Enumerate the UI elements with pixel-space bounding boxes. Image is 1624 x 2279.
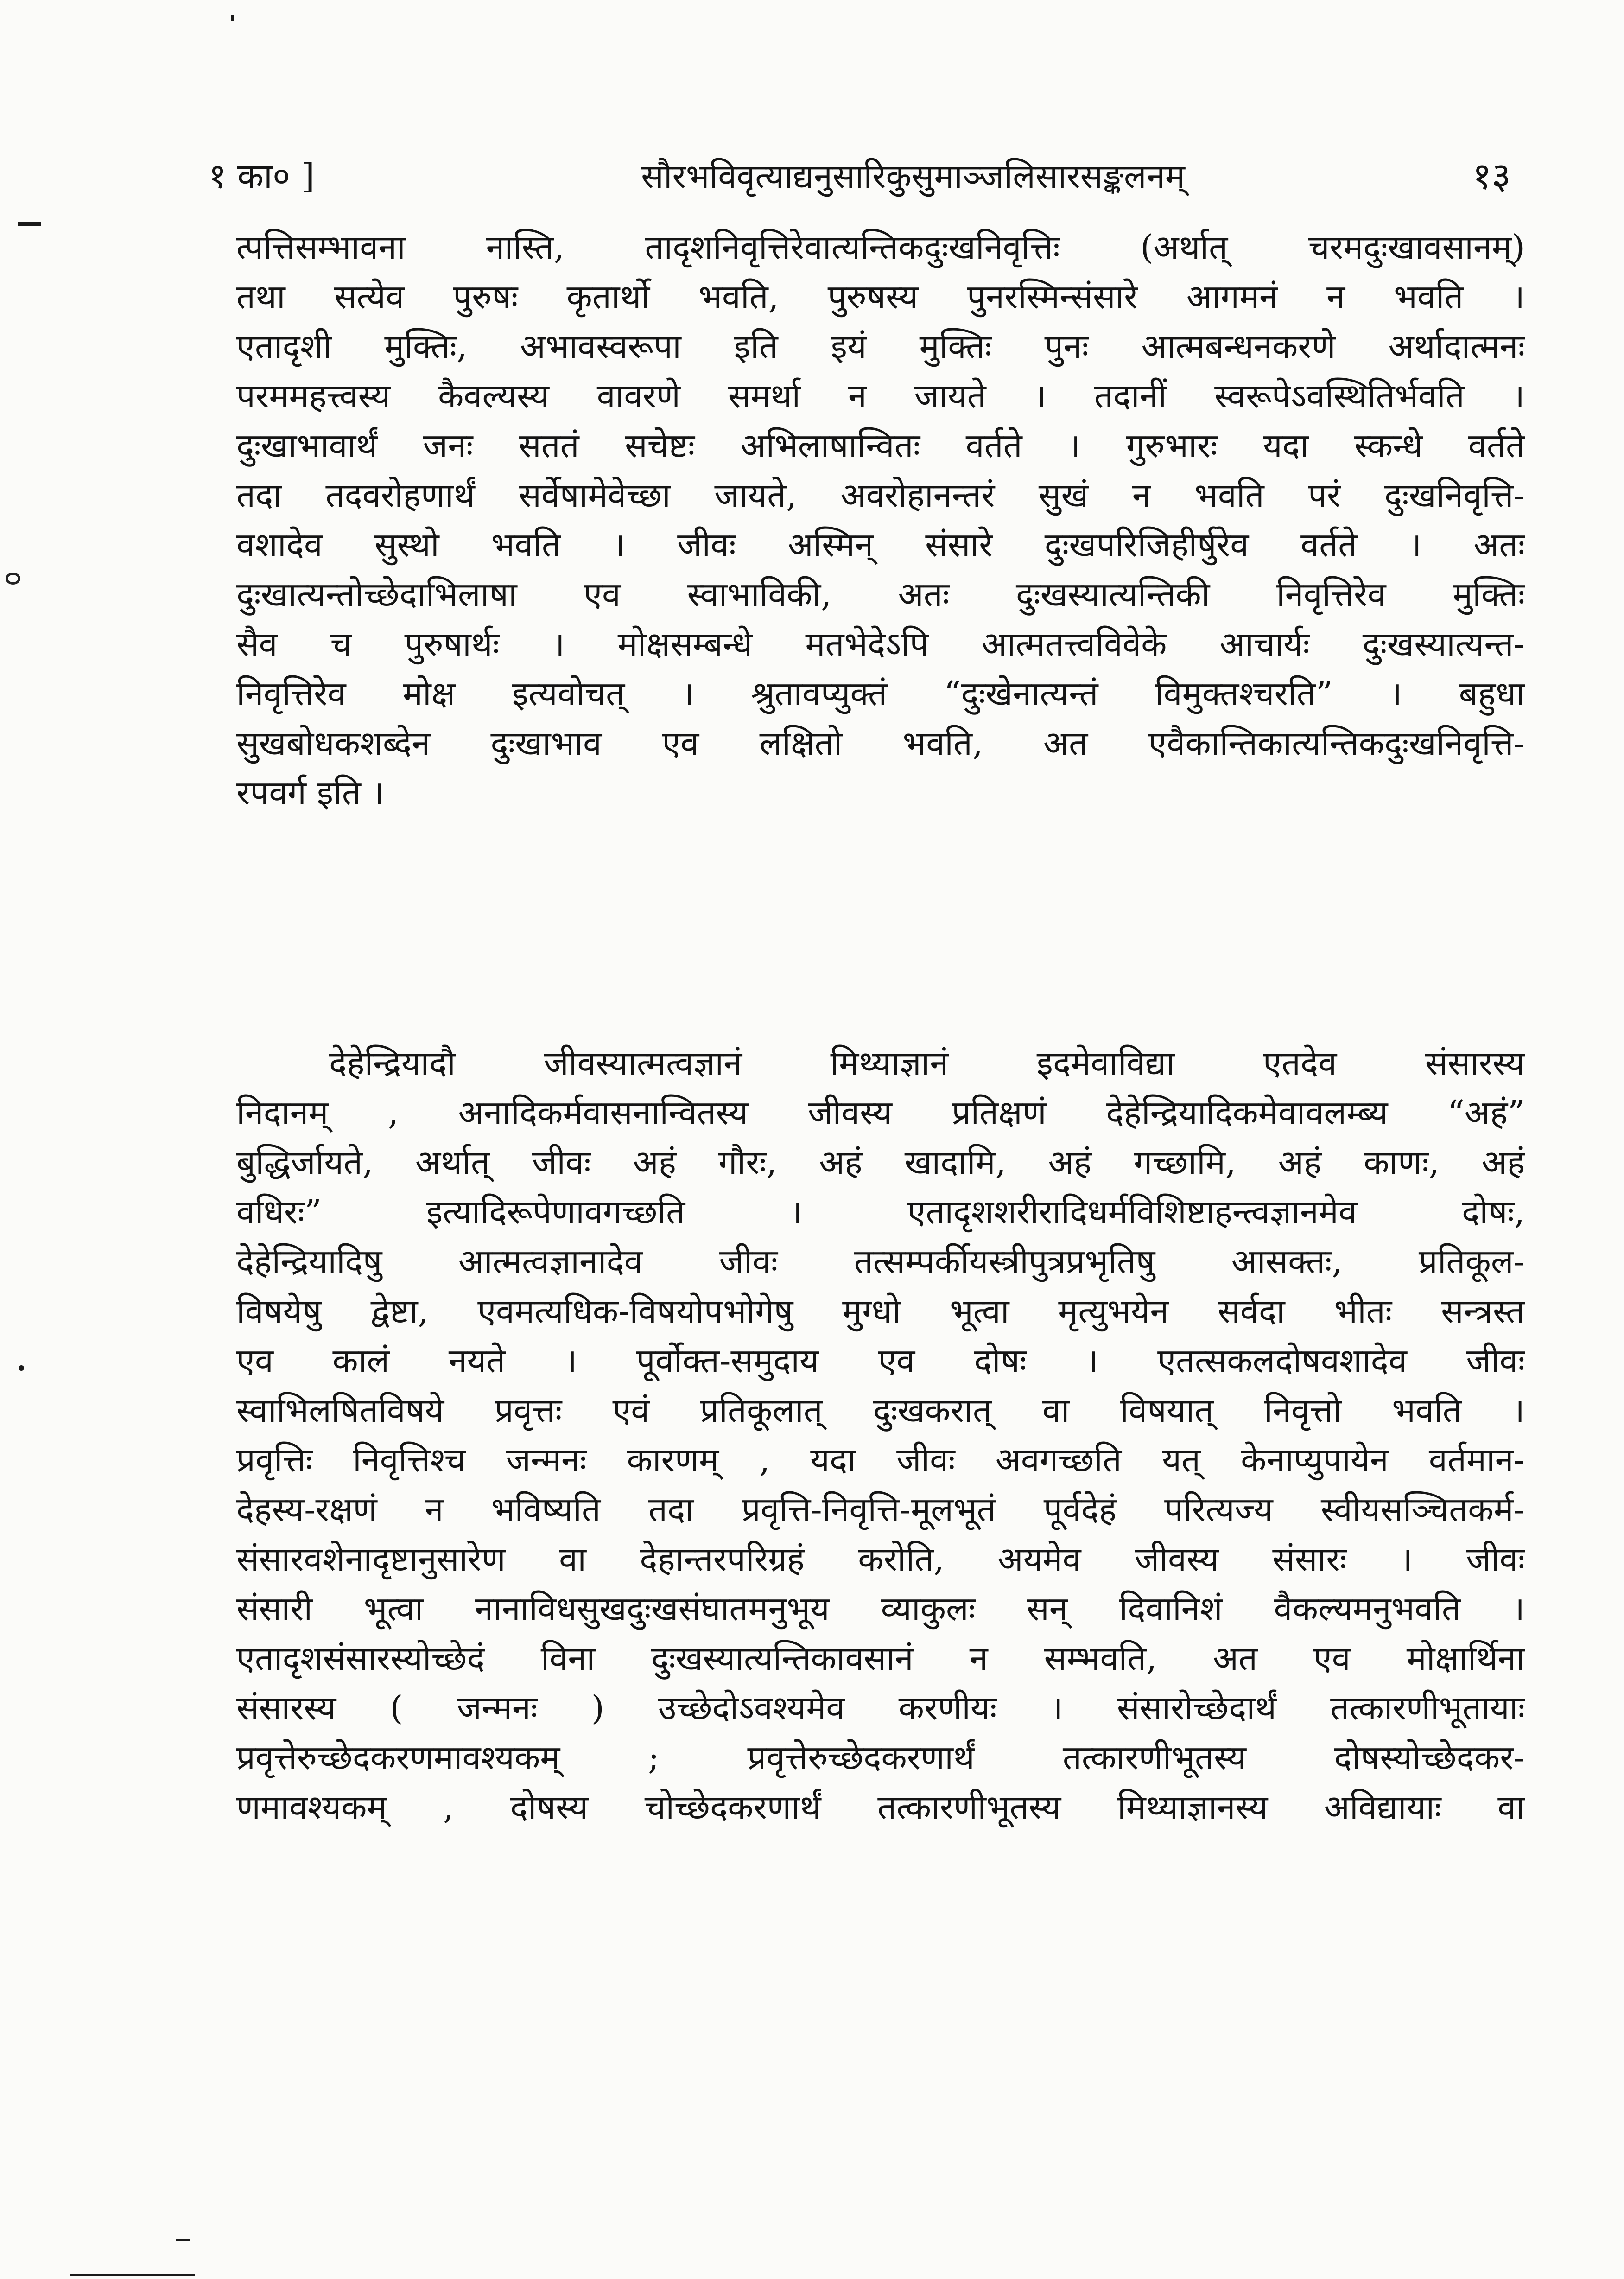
text-line: तथा सत्येव पुरुषः कृतार्थो भवति, पुरुषस्य पुनरस्मिन्संसारे आगमनं न भवति । (236, 277, 1525, 316)
text-line: दुःखाभावार्थं जनः सततं सचेष्टः अभिलाषान्वितः वर्तते । गुरुभारः यदा स्कन्धे वर्तते (236, 426, 1525, 465)
text-line: परममहत्त्वस्य कैवल्यस्य वावरणे समर्था न जायते । तदानीं स्वरूपेऽवस्थितिर्भवति । (236, 376, 1525, 415)
running-head (209, 148, 1511, 204)
scan-mark (19, 1365, 24, 1371)
text-line: रपवर्ग इति । (236, 773, 385, 812)
text-line: निवृत्तिरेव मोक्ष इत्यवोचत् । श्रुतावप्युक्तं “दुःखेनात्यन्तं विमुक्तश्चरति” । बहुधा (236, 674, 1525, 713)
text-line: सुखबोधकशब्देन दुःखाभाव एव लक्षितो भवति, अत एवैकान्तिकात्यन्तिकदुःखनिवृत्ति- (236, 724, 1525, 763)
scan-mark (70, 2274, 195, 2276)
text-line: निदानम् , अनादिकर्मवासनान्वितस्य जीवस्य प्रतिक्षणं देहेन्द्रियादिकमेवावलम्ब्य “अहं” (236, 1093, 1525, 1132)
text-line: प्रवृत्तिः निवृत्तिश्च जन्मनः कारणम् , यदा जीवः अवगच्छति यत् केनाप्युपायेन वर्तमान- (236, 1440, 1525, 1479)
scan-mark (231, 15, 234, 21)
paragraph-1 (236, 223, 1525, 818)
text-line: विषयेषु द्वेष्टा, एवमत्यधिक-विषयोपभोगेषु मुग्धो भूत्वा मृत्युभयेन सर्वदा भीतः सन्त्रस्त (236, 1292, 1525, 1330)
text-line: बुद्धिर्जायते, अर्थात् जीवः अहं गौरः, अहं खादामि, अहं गच्छामि, अहं काणः, अहं (236, 1143, 1525, 1182)
page-number: १३ (1472, 154, 1511, 197)
text-line: एव कालं नयते । पूर्वोक्त-समुदाय एव दोषः । एतत्सकलदोषवशादेव जीवः (236, 1341, 1525, 1380)
text-line: वधिरः” इत्यादिरूपेणावगच्छति । एतादृशशरीरादिधर्मविशिष्टाहन्त्वज्ञानमेव दोषः, (236, 1192, 1525, 1231)
text-line: स्वाभिलषितविषये प्रवृत्तः एवं प्रतिकूलात् दुःखकरात् वा विषयात् निवृत्तो भवति । (236, 1391, 1525, 1430)
scan-mark (18, 222, 41, 226)
text-line: देहेन्द्रियादिषु आत्मत्वज्ञानादेव जीवः तत्सम्पर्कीयस्त्रीपुत्रप्रभृतिषु आसक्तः, प्रतिकूल- (236, 1242, 1525, 1281)
text-line: देहस्य-रक्षणं न भविष्यति तदा प्रवृत्ति-निवृत्ति-मूलभूतं पूर्वदेहं परित्यज्य स्वीयसञ्चितकर्म- (236, 1490, 1525, 1529)
text-line: देहेन्द्रियादौ जीवस्यात्मत्वज्ञानं मिथ्याज्ञानं इदमेवाविद्या एतदेव संसारस्य (329, 1044, 1525, 1082)
text-line: तदा तदवरोहणार्थं सर्वेषामेवेच्छा जायते, अवरोहानन्तरं सुखं न भवति परं दुःखनिवृत्ति- (236, 476, 1525, 515)
section-marker: १ का० ] (209, 156, 315, 196)
paragraph-2 (236, 1038, 1525, 1832)
text-line: दुःखात्यन्तोच्छेदाभिलाषा एव स्वाभाविकी, अतः दुःखस्यात्यन्तिकी निवृत्तिरेव मुक्तिः (236, 575, 1525, 614)
text-line: त्पत्तिसम्भावना नास्ति, तादृशनिवृत्तिरेवात्यन्तिकदुःखनिवृत्तिः (अर्थात् चरमदुःखावसानम्) (236, 228, 1525, 267)
page-title: सौरभविवृत्याद्यनुसारिकुसुमाञ्जलिसारसङ्कलनम् (641, 157, 1185, 196)
text-line: संसारवशेनादृष्टानुसारेण वा देहान्तरपरिग्रहं करोति, अयमेव जीवस्य संसारः । जीवः (236, 1540, 1525, 1579)
text-line: णमावश्यकम् , दोषस्य चोच्छेदकरणार्थं तत्कारणीभूतस्य मिथ्याज्ञानस्य अविद्यायाः वा (236, 1788, 1525, 1827)
text-line: संसारी भूत्वा नानाविधसुखदुःखसंघातमनुभूय व्याकुलः सन् दिवानिशं वैकल्यमनुभवति । (236, 1589, 1525, 1628)
scan-mark (176, 2239, 190, 2241)
text-line: संसारस्य ( जन्मनः ) उच्छेदोऽवश्यमेव करणीयः । संसारोच्छेदार्थं तत्कारणीभूतायाः (236, 1688, 1525, 1727)
text-line: सैव च पुरुषार्थः । मोक्षसम्बन्धे मतभेदेऽपि आत्मतत्त्वविवेके आचार्यः दुःखस्यात्यन्त- (236, 624, 1525, 663)
text-line: वशादेव सुस्थो भवति । जीवः अस्मिन् संसारे दुःखपरिजिहीर्षुरेव वर्तते । अतः (236, 525, 1525, 564)
text-line: प्रवृत्तेरुच्छेदकरणमावश्यकम् ; प्रवृत्तेरुच्छेदकरणार्थं तत्कारणीभूतस्य दोषस्योच्छेदकर- (236, 1738, 1525, 1777)
scan-mark (6, 573, 20, 585)
text-line: एतादृशसंसारस्योच्छेदं विना दुःखस्यात्यन्तिकावसानं न सम्भवति, अत एव मोक्षार्थिना (236, 1639, 1525, 1678)
text-line: एतादृशी मुक्तिः, अभावस्वरूपा इति इयं मुक्तिः पुनः आत्मबन्धनकरणे अर्थादात्मनः (236, 327, 1525, 366)
